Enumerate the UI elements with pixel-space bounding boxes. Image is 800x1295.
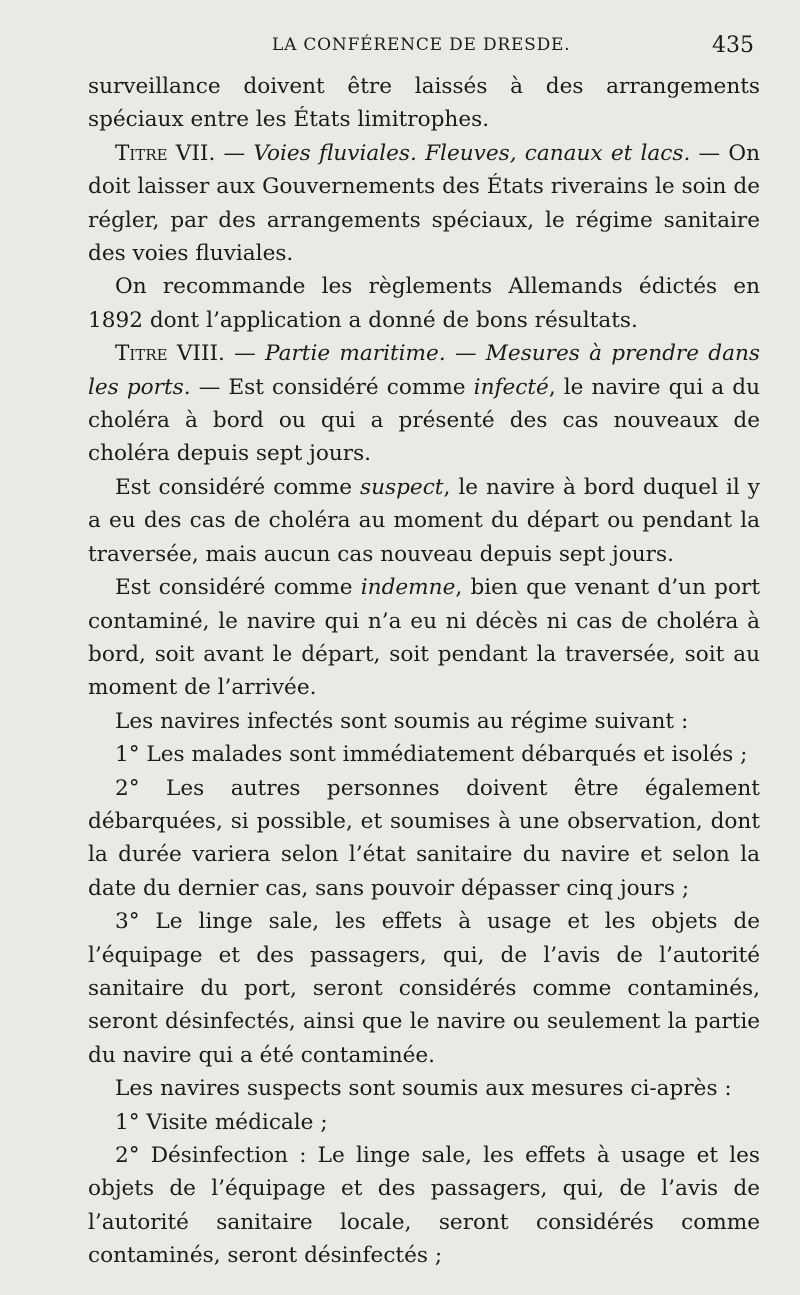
paragraph-7: [88, 705, 760, 738]
list-item-suspect-1: [88, 1106, 760, 1139]
list-item-2: [88, 772, 760, 906]
text-run: 2° Désinfection : Le linge sale, les effets à usage et les objets de l’équipage et des passagers, qui, de l’avis de l’autorité sanitaire locale, seront considérés comme contaminés, seront désinfectés ;: [88, 1143, 760, 1269]
text-run: — On doit laisser aux Gouvernements des États riverains le soin de régler, par des arrangements spéciaux, le régime sanitaire des voies fluviales.: [88, 140, 760, 267]
section-title: Voies fluviales. Fleuves, canaux et lacs.: [253, 140, 691, 166]
paragraph-1: [88, 70, 760, 137]
text-run: —: [215, 140, 254, 166]
text-run: Les navires suspects sont soumis aux mesures ci-après :: [115, 1076, 732, 1102]
running-title: LA CONFÉRENCE DE DRESDE.: [272, 35, 571, 55]
list-item-1: [88, 738, 760, 771]
section-heading: Titre VII.: [115, 140, 216, 166]
emphasis-term: indemne: [360, 575, 456, 601]
list-item-3: [88, 905, 760, 1072]
page-number: 435: [712, 33, 754, 58]
text-run: 1° Les malades sont immédiatement débarqués et isolés ;: [115, 742, 748, 768]
text-run: , bien que venant d’un port contaminé, le navire qui n’a eu ni décès ni cas de choléra à bord, soit avant le départ, soit pendant la traversée, soit au moment de l’arrivée.: [88, 575, 760, 701]
text-run: surveillance doivent être laissés à des arrangements spéciaux entre les États limitrophes.: [88, 74, 760, 133]
text-run: 2° Les autres personnes doivent être également débarquées, si possible, et soumises à une observation, dont la durée variera selon l’état sanitaire du navire et selon la date du dernier cas, sans pouvoir dépasser cinq jours ;: [88, 775, 760, 901]
emphasis-term: infecté: [473, 374, 549, 400]
paragraph-suspect: [88, 471, 760, 571]
body-text: [88, 70, 760, 1273]
text-run: , le navire qui a du choléra à bord ou qui a présenté des cas nouveaux de choléra depuis sept jours.: [88, 374, 760, 467]
running-header: [0, 35, 800, 59]
paragraph-titre-vii: [88, 137, 760, 271]
text-run: 3° Le linge sale, les effets à usage et les objets de l’équipage et des passagers, qui, de l’avis de l’autorité sanitaire du port, seront considérés comme contaminés, seront désinfectés, ainsi que le navire ou seulement la partie du navire qui a été contaminée.: [88, 909, 760, 1068]
text-run: On recommande les règlements Allemands édictés en 1892 dont l’application a donné de bons résultats.: [88, 274, 760, 333]
section-heading: Titre VIII.: [115, 341, 225, 367]
text-run: 1° Visite médicale ;: [115, 1109, 328, 1135]
paragraph-3: [88, 270, 760, 337]
paragraph-indemne: [88, 571, 760, 705]
text-run: —: [224, 341, 266, 367]
text-run: Est considéré comme: [115, 474, 361, 500]
text-run: , le navire à bord duquel il y a eu des cas de choléra au moment du départ ou pendant la traversée, mais aucun cas nouveau depuis sept jours.: [88, 474, 760, 567]
paragraph-11: [88, 1072, 760, 1105]
section-title: Partie maritime. — Mesures à prendre dans les ports.: [88, 341, 760, 400]
paragraph-titre-viii: [88, 337, 760, 471]
text-run: — Est considéré comme: [190, 374, 474, 400]
text-run: Les navires infectés sont soumis au régime suivant :: [115, 708, 689, 734]
emphasis-term: suspect: [360, 474, 444, 500]
list-item-suspect-2: [88, 1139, 760, 1273]
text-run: Est considéré comme: [115, 575, 361, 601]
